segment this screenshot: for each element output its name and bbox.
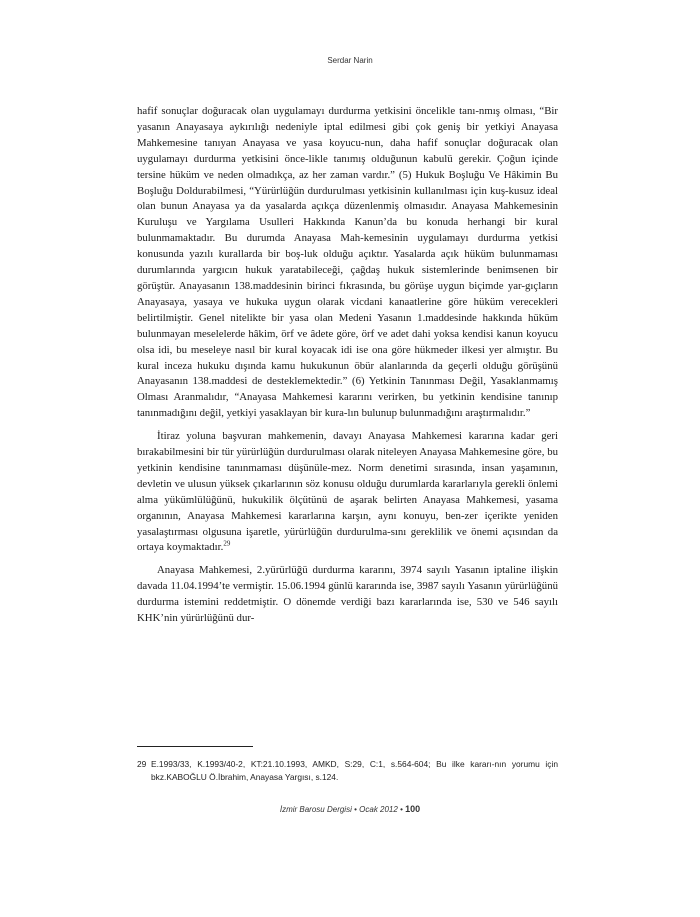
footer-date: Ocak 2012	[359, 805, 398, 814]
footer-separator-2: •	[400, 805, 403, 814]
page-footer	[0, 804, 700, 814]
footnote-reference: 29	[223, 539, 231, 548]
paragraph-2-text: İtiraz yoluna başvuran mahkemenin, davayı Anayasa Mahkemesi kararına kadar geri bırakabilmesini bir tür yürürlüğün durdurulması olarak niteleyen Anayasa Mahkemesine göre, bu yetkinin kendisine tanınmaması düşünüle-mez. Norm denetimi sırasında, insan yaşamının, devletin ve ulusun yüksek çıkarlarının söz konusu olduğu durumlarda kararlarıyla gerekli önlemi alma yükümlülüğünü, hukukilik ölçütünü de aşarak belirten Anayasa Mahkemesi, yasama organının, Anayasa Mahkemesi kararlarına karşın, aynı konuyu, ben-zer içerikte yeniden yasalaştırması olgusuna işaretle, yürürlüğün durdurulma-sını gereklilik ve önemi açısından da ortaya koymaktadır.	[137, 430, 558, 554]
footer-separator-1: •	[354, 805, 357, 814]
body-text	[137, 104, 558, 627]
page-number: 100	[405, 804, 421, 814]
footer-journal: İzmir Barosu Dergisi	[279, 805, 352, 814]
footnote-text: E.1993/33, K.1993/40-2, KT:21.10.1993, AMKD, S:29, C:1, s.564-604; Bu ilke kararı-nın yorumu için bkz.KABOĞLU Ö.İbrahim, Anayasa Yargısı, s.124.	[151, 759, 558, 782]
footnote-divider	[137, 746, 253, 747]
paragraph-2	[137, 429, 558, 556]
footnote-number: 29	[137, 759, 147, 769]
paragraph-1: hafif sonuçlar doğuracak olan uygulamayı durdurma yetkisini öncelikle tanı-nmış olması, “Bir yasanın Anayasaya aykırılığı nedeniyle iptal edilmesi gibi çok geniş bir yetkiyi Anayasa Mahkemesine tanıyan Anayasa ve yasa koyucu-nun, daha hafif sonuçlar doğuracak olan uygulamayı durdurma yetkisini önce-likle tanımış olduğunun kabulü gerekir. Çoğun içinde tersine hüküm ve neden olmadıkça, az her zaman vardır.” (5) Hukuk Boşluğu Ve Hâkimin Bu Boşluğu Doldurabilmesi, “Yürürlüğün durdurulması yetkisinin kullanılması için kuş-kusuz ideal olan bunun Anayasa ya da yasalarda açıkça düzenlenmiş olmasıdır. Anayasa Mahkemesinin Kuruluşu ve Yargılama Usulleri Hakkında Kanun’da bu konuda herhangi bir kural bulunmamaktadır. Bu durumda Anayasa Mah-kemesinin uygulamayı durdurma yetkisi konusunda yazılı kurallarda bir boş-luk olduğu açıktır. Yasalarda açık hüküm bulunmaması durumlarında yargıcın hukuk yaratabileceği, çağdaş hukuk sistemlerinde benimsenen bir görüştür. Anayasanın 138.maddesinin birinci fıkrasında, bu görüşe uygun biçimde yar-gıçların Anayasaya, yasaya ve hukuka uygun olarak vicdani kanaatlerine göre hüküm verecekleri belirtilmiştir. Genel nitelikte bir yasa olan Medeni Yasanın 1.maddesinde hakkında hüküm bulunmayan meselelerde hâkim, örf ve âdete göre, örf ve adet dahi yoksa kendisi kanun koyucu olsa idi, bu meseleye nasıl bir kural koyacak idi ise ona göre hükmeder ilkesi yer almıştır. Bu kural inceza hukuku dışında kamu hukukunun öbür alanlarında da geçerli olduğu görüşünü Anayasanın 138.maddesi de desteklemektedir.” (6) Yetkinin Tanınması Değil, Yasaklanmamış Olması Aranmalıdır, “Anayasa Mahkemesi kararını verirken, bu yetkinin kendisine tanınıp tanınmadığını değil, yetkiyi yasaklayan bir kura-lın bulunup bulunmadığını araştırmalıdır.”	[137, 105, 558, 420]
footnote	[137, 758, 558, 783]
running-head-author: Serdar Narin	[327, 56, 373, 65]
paragraph-3: Anayasa Mahkemesi, 2.yürürlüğü durdurma kararını, 3974 sayılı Yasanın iptaline ilişkin davada 11.04.1994’te vermiştir. 15.06.1994 günlü kararında ise, 3987 sayılı Yasanın yürürlüğünü durdurma istemini reddetmiştir. O dönemde verdiği bazı kararlarında ise, 530 ve 546 sayılı KHK’nin yürürlüğünü dur-	[137, 564, 558, 625]
